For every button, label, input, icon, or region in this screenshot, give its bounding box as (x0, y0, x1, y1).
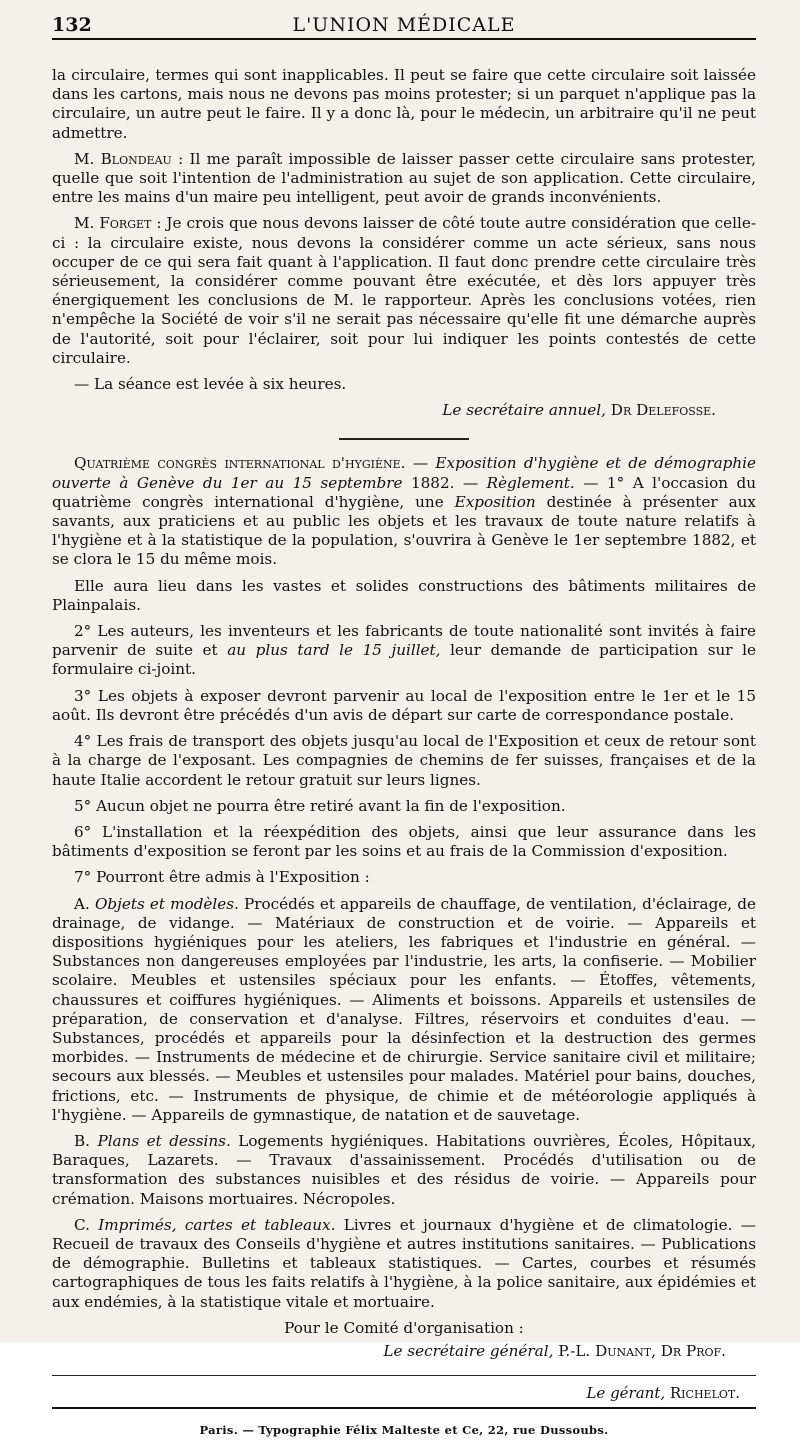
reglement-label: — Règlement. (454, 473, 575, 492)
section-b-label: B. (74, 1131, 98, 1150)
footer-rule-bottom (52, 1407, 756, 1409)
paragraph-continuation: la circulaire, termes qui sont inapplicables. Il peut se faire que cette circulaire soit laissée dans les cartons, mais nous ne devons pas moins protester; si un parquet n'applique pas la circulaire, un autre peut le faire. Il y a donc là, pour le médecin, un arbitraire qu'il ne peut admettre. (52, 66, 756, 142)
paragraph-forget (52, 214, 756, 368)
paragraph-blondeau (52, 150, 756, 208)
announcement-year: 1882. (410, 473, 455, 492)
page-number: 132 (52, 14, 92, 36)
article-3: 3° Les objets à exposer devront parvenir au local de l'exposition entre le 1er et le 15 août. Ils devront être précédés d'un avis de départ sur carte de correspondance postale. (52, 686, 756, 724)
signature-role: Le secrétaire général, (383, 1341, 554, 1360)
article-5: 5° Aucun objet ne pourra être retiré avant la fin de l'exposition. (74, 796, 566, 815)
speaker-name: M. Blondeau (74, 149, 172, 168)
announcement-subtitle: — Exposition d'hygiène et de démographie ouverte à Genève du 1er au 15 septembre (52, 454, 756, 492)
speaker-name: M. Forget (74, 214, 152, 233)
section-b (52, 1132, 756, 1209)
running-title: L'UNION MÉDICALE (292, 14, 516, 36)
article-1-rest: destinée à présenter aux savants, aux praticiens et au public les objets et les travaux de toute nature relatifs à l'hygiène et à la statistique de la population, s'ouvrira à Genève le 1er septembre 1882, et se clora le 15 du même mois. (52, 492, 756, 569)
signature-role: Le secrétaire annuel, (442, 401, 606, 420)
exposition-word: Exposition (454, 492, 536, 511)
section-c (52, 1216, 756, 1312)
article-7: 7° Pourront être admis à l'Exposition : (74, 868, 370, 887)
section-separator (339, 438, 469, 440)
signature-name: Dr Delefosse. (605, 401, 716, 420)
speaker-text: : Je crois que nous devons laisser de côté toute autre considération que celle-ci : la circulaire existe, nous devons la considérer comme un acte sérieux, sans nous occuper de ce qui sera fait quant à l'application. Il faut donc prendre cette circulaire très sérieusement, la considérer comme pouvant être exécutée, et dès lors appuyer très énergiquement les conclusions de M. le rapporteur. Après les conclusions votées, rien n'empêche la Société de voir s'il ne serait pas nécessaire qu'elle fit une démarche auprès de l'autorité, soit pour l'éclairer, soit pour lui indiquer les points contestés de cette circulaire. (52, 214, 756, 367)
section-c-title: Imprimés, cartes et tableaux. (98, 1215, 336, 1234)
article-2 (52, 622, 756, 680)
gerant-signature (52, 1384, 740, 1403)
section-a (52, 895, 756, 1125)
committee-line: Pour le Comité d'organisation : (284, 1318, 524, 1337)
section-b-title: Plans et dessins. (97, 1131, 231, 1150)
gerant-role: Le gérant, (586, 1384, 666, 1403)
section-c-label: C. (74, 1215, 99, 1234)
announcement-heading: Quatrième congrès international d'hygiène. (74, 454, 406, 473)
paragraph-lieu: Elle aura lieu dans les vastes et solides constructions des bâtiments militaires de Plainpalais. (52, 576, 756, 614)
section-a-label: A. (74, 894, 95, 913)
article-2-rest: leur demande de participation sur le formulaire ci-joint. (52, 641, 757, 679)
section-a-text: Procédés et appareils de chauffage, de ventilation, d'éclairage, de drainage, de vidange. — Matériaux de construction et de voirie. — Appareils et dispositions hygiéniques pour les ateliers, les fabriques et l'industrie en général. — Substances non dangereuses employées par l'industrie, les arts, la confiserie. — Mobilier scolaire. Meubles et ustensiles spéciaux pour les enfants. — Étoffes, vêtements, chaussures et coiffures hygiéniques. — Aliments et boissons. Appareils et ustensiles de préparation, de conservation et d'analyse. Filtres, réservoirs et conduites d'eau. — Substances, procédés et appareils pour la désinfection et la destruction des germes morbides. — Instruments de médecine et de chirurgie. Service sanitaire civil et militaire; secours aux blessés. — Meubles et ustensiles pour malades. Matériel pour bains, douches, frictions, etc. — Instruments de physique, de chimie et de météorologie appliqués à l'hygiène. — Appareils de gymnastique, de natation et de sauvetage. (52, 894, 756, 1124)
signature-secretary (52, 401, 716, 420)
announcement-intro (52, 454, 756, 569)
section-c-text: Livres et journaux d'hygiène et de climatologie. — Recueil de travaux des Conseils d'hygiène et autres institutions sanitaires. — Publications de démographie. Bulletins et tableaux statistiques. — Cartes, courbes et résumés cartographiques de tous les faits relatifs à l'hygiène, à la police sanitaire, aux épidémies et aux endémies, à la statistique vitale et mortuaire. (52, 1215, 756, 1311)
article-body (52, 66, 756, 1441)
footer-rule (52, 1375, 756, 1376)
section-b-text: Logements hygiéniques. Habitations ouvrières, Écoles, Hôpitaux, Baraques, Lazarets. — Travaux d'assainissement. Procédés d'utilisation ou de transformation des substances nuisibles et des résidus de voirie. — Appareils pour crémation. Maisons mortuaires. Nécropoles. (52, 1131, 756, 1208)
deadline: au plus tard le 15 juillet, (227, 641, 441, 660)
article-6: 6° L'installation et la réexpédition des objets, ainsi que leur assurance dans les bâtiments d'exposition se feront par les soins et au frais de la Commission d'exposition. (52, 822, 756, 861)
signature-general (52, 1342, 726, 1361)
article-4: 4° Les frais de transport des objets jusqu'au local de l'Exposition et ceux de retour sont à la charge de l'exposant. Les compagnies de chemins de fer suisses, françaises et de la haute Italie accordent le retour gratuit sur leurs lignes. (52, 732, 756, 789)
page-header (52, 10, 756, 40)
section-a-title: Objets et modèles. (94, 894, 239, 913)
article-2-text: 2° Les auteurs, les inventeurs et les fabricants de toute nationalité sont invités à faire parvenir de suite et (52, 622, 756, 660)
speaker-text: : Il me paraît impossible de laisser passer cette circulaire sans protester, quelle que soit l'intention de l'administration au sujet de son application. Cette circulaire, entre les mains d'un maire peu intelligent, peut avoir de grands inconvénients. (52, 149, 756, 207)
gerant-name: Richelot. (665, 1384, 740, 1403)
article-1: — 1° A l'occasion du quatrième congrès international d'hygiène, une (52, 473, 756, 511)
session-closing: — La séance est levée à six heures. (74, 375, 347, 394)
printer-imprint: Paris. — Typographie Félix Malteste et Ce, 22, rue Dussoubs. (199, 1423, 609, 1438)
signature-name: P.-L. Dunant, Dr Prof. (553, 1341, 726, 1360)
